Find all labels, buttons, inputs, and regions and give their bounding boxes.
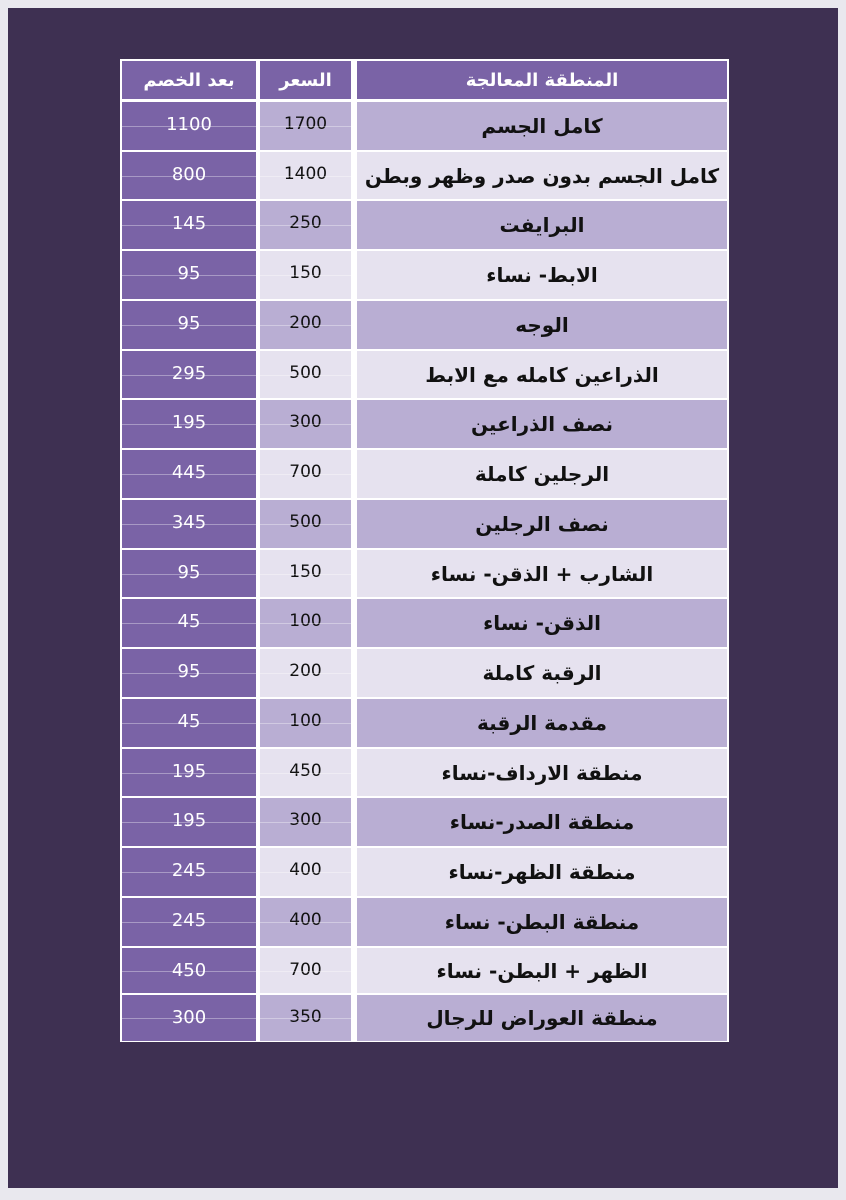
area-cell: نصف الرجلين	[357, 500, 727, 548]
area-cell: كامل الجسم بدون صدر وظهر وبطن	[357, 152, 727, 199]
area-cell: الرقبة كاملة	[357, 649, 727, 697]
price-cell: 700	[260, 948, 351, 993]
after-discount-cell: 450	[122, 948, 256, 993]
price-cell: 700	[260, 450, 351, 498]
after-discount-cell: 295	[122, 351, 256, 398]
area-cell: الوجه	[357, 301, 727, 349]
after-discount-cell: 345	[122, 500, 256, 548]
header-price: السعر	[260, 61, 351, 99]
after-discount-cell: 195	[122, 798, 256, 846]
after-discount-cell: 45	[122, 699, 256, 747]
page-background	[8, 8, 838, 1188]
table-header	[120, 59, 729, 101]
price-cell: 1700	[260, 102, 351, 150]
after-discount-cell: 445	[122, 450, 256, 498]
table-row	[120, 200, 729, 250]
header-treated-area: المنطقة المعالجة	[357, 61, 727, 99]
price-table	[120, 59, 729, 1042]
after-discount-cell: 1100	[122, 102, 256, 150]
price-cell: 350	[260, 995, 351, 1041]
area-cell: منطقة الظهر-نساء	[357, 848, 727, 896]
after-discount-cell: 800	[122, 152, 256, 199]
area-cell: الابط- نساء	[357, 251, 727, 299]
table-row	[120, 947, 729, 994]
price-cell: 300	[260, 798, 351, 846]
table-row	[120, 598, 729, 648]
price-cell: 100	[260, 599, 351, 647]
area-cell: منطقة العوراض للرجال	[357, 995, 727, 1041]
price-cell: 500	[260, 351, 351, 398]
table-row	[120, 300, 729, 350]
table-row	[120, 698, 729, 748]
price-cell: 150	[260, 550, 351, 597]
after-discount-cell: 300	[122, 995, 256, 1041]
price-cell: 300	[260, 400, 351, 448]
after-discount-cell: 245	[122, 848, 256, 896]
area-cell: مقدمة الرقبة	[357, 699, 727, 747]
after-discount-cell: 195	[122, 400, 256, 448]
area-cell: منطقة الصدر-نساء	[357, 798, 727, 846]
table-row	[120, 151, 729, 200]
table-row	[120, 847, 729, 897]
area-cell: الرجلين كاملة	[357, 450, 727, 498]
table-row	[120, 549, 729, 598]
table-row	[120, 250, 729, 300]
area-cell: الظهر + البطن- نساء	[357, 948, 727, 993]
area-cell: منطقة الارداف-نساء	[357, 749, 727, 796]
area-cell: نصف الذراعين	[357, 400, 727, 448]
table-row	[120, 748, 729, 797]
price-cell: 100	[260, 699, 351, 747]
after-discount-cell: 245	[122, 898, 256, 946]
after-discount-cell: 95	[122, 251, 256, 299]
area-cell: الذراعين كامله مع الابط	[357, 351, 727, 398]
price-cell: 1400	[260, 152, 351, 199]
price-cell: 150	[260, 251, 351, 299]
after-discount-cell: 45	[122, 599, 256, 647]
table-row	[120, 897, 729, 947]
table-row	[120, 499, 729, 549]
price-cell: 200	[260, 301, 351, 349]
area-cell: البرايفت	[357, 201, 727, 249]
price-cell: 200	[260, 649, 351, 697]
after-discount-cell: 95	[122, 301, 256, 349]
table-row	[120, 648, 729, 698]
price-cell: 450	[260, 749, 351, 796]
price-cell: 400	[260, 848, 351, 896]
area-cell: الشارب + الذقن- نساء	[357, 550, 727, 597]
price-cell: 500	[260, 500, 351, 548]
table-row	[120, 994, 729, 1042]
price-cell: 250	[260, 201, 351, 249]
table-row	[120, 449, 729, 499]
after-discount-cell: 145	[122, 201, 256, 249]
area-cell: الذقن- نساء	[357, 599, 727, 647]
after-discount-cell: 95	[122, 649, 256, 697]
price-cell: 400	[260, 898, 351, 946]
table-row	[120, 350, 729, 399]
after-discount-cell: 95	[122, 550, 256, 597]
area-cell: كامل الجسم	[357, 102, 727, 150]
table-row	[120, 101, 729, 151]
table-row	[120, 399, 729, 449]
area-cell: منطقة البطن- نساء	[357, 898, 727, 946]
table-row	[120, 797, 729, 847]
header-after-discount: بعد الخصم	[122, 61, 256, 99]
after-discount-cell: 195	[122, 749, 256, 796]
